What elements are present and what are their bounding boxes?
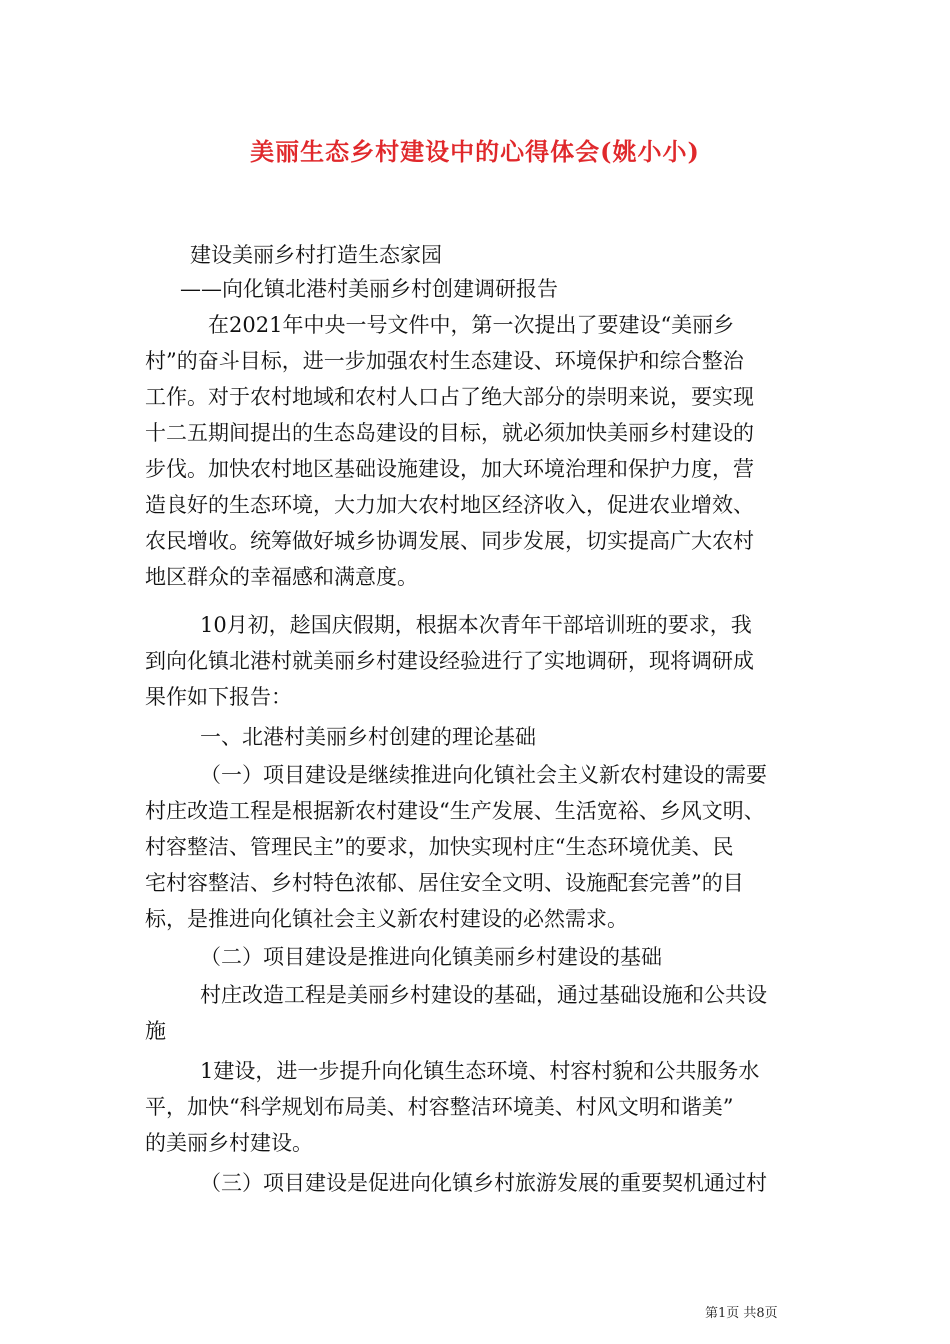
text-line: 农民增收。统筹做好城乡协调发展、同步发展，切实提高广大农村 xyxy=(145,529,754,553)
text-line: 村庄改造工程是根据新农村建设“生产发展、生活宽裕、乡风文明、 xyxy=(145,799,765,823)
text-line: 到向化镇北港村就美丽乡村建设经验进行了实地调研，现将调研成 xyxy=(145,649,754,673)
page-title: 美丽生态乡村建设中的心得体会(姚小小) xyxy=(250,137,700,166)
page-footer: 第1页 共8页 xyxy=(705,1306,778,1321)
subtitle-line: 建设美丽乡村打造生态家园 xyxy=(190,243,442,267)
section-heading: 一、北港村美丽乡村创建的理论基础 xyxy=(200,725,536,749)
text-line: 步伐。加快农村地区基础设施建设，加大环境治理和保护力度，营 xyxy=(145,457,754,481)
text-line: 村容整洁、管理民主”的要求，加快实现村庄“生态环境优美、民 xyxy=(145,835,734,859)
text-line: 平，加快“科学规划布局美、村容整洁环境美、村风文明和谐美” xyxy=(145,1095,734,1119)
subtitle-line: ——向化镇北港村美丽乡村创建调研报告 xyxy=(180,277,558,301)
subsection-heading: （三）项目建设是促进向化镇乡村旅游发展的重要契机通过村 xyxy=(200,1171,767,1195)
text-line: 造良好的生态环境，大力加大农村地区经济收入，促进农业增效、 xyxy=(145,493,754,517)
text-line: 的美丽乡村建设。 xyxy=(145,1131,313,1155)
text-line: 十二五期间提出的生态岛建设的目标，就必须加快美丽乡村建设的 xyxy=(145,421,754,445)
subsection-heading: （一）项目建设是继续推进向化镇社会主义新农村建设的需要 xyxy=(200,763,767,787)
text-line: 地区群众的幸福感和满意度。 xyxy=(145,565,418,589)
text-line: 在2021年中央一号文件中，第一次提出了要建设“美丽乡 xyxy=(208,313,735,337)
text-line: 村”的奋斗目标，进一步加强农村生态建设、环境保护和综合整治 xyxy=(145,349,744,373)
subsection-heading: （二）项目建设是推进向化镇美丽乡村建设的基础 xyxy=(200,945,662,969)
text-line: 工作。对于农村地域和农村人口占了绝大部分的崇明来说，要实现 xyxy=(145,385,754,409)
text-line: 施 xyxy=(145,1019,166,1043)
text-line: 标，是推进向化镇社会主义新农村建设的必然需求。 xyxy=(145,907,628,931)
text-line: 果作如下报告： xyxy=(145,685,292,709)
text-line: 村庄改造工程是美丽乡村建设的基础，通过基础设施和公共设 xyxy=(200,983,767,1007)
text-line: 宅村容整洁、乡村特色浓郁、居住安全文明、设施配套完善”的目 xyxy=(145,871,744,895)
text-line: 1建设，进一步提升向化镇生态环境、村容村貌和公共服务水 xyxy=(200,1059,760,1083)
text-line: 10月初，趁国庆假期，根据本次青年干部培训班的要求，我 xyxy=(200,613,752,637)
